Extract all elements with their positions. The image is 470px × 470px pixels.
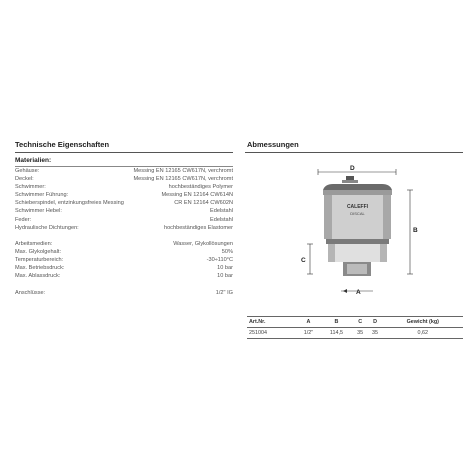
property-row <box>15 199 233 207</box>
property-label: Schwimmer: <box>15 184 46 191</box>
property-value: Messing EN 12165 CW617N, verchromt <box>133 176 233 183</box>
table-cell: 35 <box>353 328 368 339</box>
property-label: Max. Betriebsdruck: <box>15 265 65 272</box>
vent-body <box>324 195 391 239</box>
property-label: Schwimmer Führung: <box>15 192 69 199</box>
property-value: hochbeständiges Polymer <box>168 184 233 191</box>
property-label: Anschlüsse: <box>15 290 46 296</box>
materials-list <box>15 167 233 232</box>
dimension-label-a: A <box>356 289 361 296</box>
property-label: Feder: <box>15 216 32 223</box>
property-value: CR EN 12164 CW602N <box>174 200 233 207</box>
table-cell: 35 <box>368 328 383 339</box>
property-row <box>15 240 233 248</box>
dimensions-table <box>247 316 463 339</box>
property-value: Edelstahl <box>209 208 233 215</box>
dimensions-title: Abmessungen <box>247 140 299 149</box>
property-row <box>15 191 233 199</box>
property-label: Max. Glykolgehalt: <box>15 249 62 256</box>
table-cell: 0,62 <box>383 328 464 339</box>
vent-lower-housing <box>328 244 387 262</box>
property-row <box>15 248 233 256</box>
technical-properties-title: Technische Eigenschaften <box>15 140 110 149</box>
table-cell: 114,5 <box>320 328 353 339</box>
property-value: 10 bar <box>217 273 233 280</box>
performance-list <box>15 240 233 280</box>
property-row <box>15 207 233 215</box>
property-label: Max. Ablassdruck: <box>15 273 61 280</box>
left-title-rule <box>15 152 233 153</box>
property-row <box>15 256 233 264</box>
dimension-label-c: C <box>301 257 306 264</box>
property-label: Gehäuse: <box>15 168 40 174</box>
property-value: -30÷110°C <box>206 257 233 264</box>
property-row <box>15 216 233 224</box>
dimension-label-d: D <box>350 165 355 172</box>
property-row <box>15 183 233 191</box>
brand-label: CALEFFI <box>346 204 369 210</box>
dimension-label-b: B <box>413 227 418 234</box>
model-label: DISCAL <box>350 211 365 216</box>
table-header-row <box>247 317 463 328</box>
property-label: Hydraulische Dichtungen: <box>15 224 79 231</box>
property-row <box>15 272 233 280</box>
property-label: Deckel: <box>15 176 34 183</box>
property-value: Messing EN 12164 CW614N <box>161 192 233 199</box>
property-row <box>15 289 233 297</box>
table-cell: 1/2" <box>297 328 320 339</box>
property-value: 10 bar <box>217 265 233 272</box>
property-label: Schieberspindel, entzinkungsfreies Messing <box>15 200 124 207</box>
property-value: hochbeständiges Elastomer <box>163 224 233 231</box>
property-label: Arbeitsmedien: <box>15 241 53 247</box>
property-row <box>15 175 233 183</box>
materials-heading: Materialien: <box>15 157 52 164</box>
column-header: C <box>353 317 368 328</box>
table-cell: 251004 <box>247 328 297 339</box>
property-row <box>15 224 233 232</box>
property-value: Wasser, Glykollösungen <box>173 241 233 247</box>
property-value: 1/2" IG <box>215 290 233 296</box>
property-label: Temperaturbereich: <box>15 257 64 264</box>
vent-lid <box>323 184 392 190</box>
property-row <box>15 264 233 272</box>
property-value: Edelstahl <box>209 216 233 223</box>
column-header: B <box>320 317 353 328</box>
connections-list <box>15 289 233 297</box>
table-row <box>247 328 463 339</box>
property-row <box>15 167 233 175</box>
property-value: Messing EN 12165 CW617N, verchromt <box>133 168 233 174</box>
column-header: Gewicht (kg) <box>383 317 464 328</box>
property-value: 50% <box>221 249 233 256</box>
property-label: Schwimmer Hebel: <box>15 208 62 215</box>
column-header: A <box>297 317 320 328</box>
column-header: D <box>368 317 383 328</box>
right-title-rule <box>245 152 463 153</box>
column-header: Art.Nr. <box>247 317 297 328</box>
air-vent-drawing <box>298 160 428 300</box>
